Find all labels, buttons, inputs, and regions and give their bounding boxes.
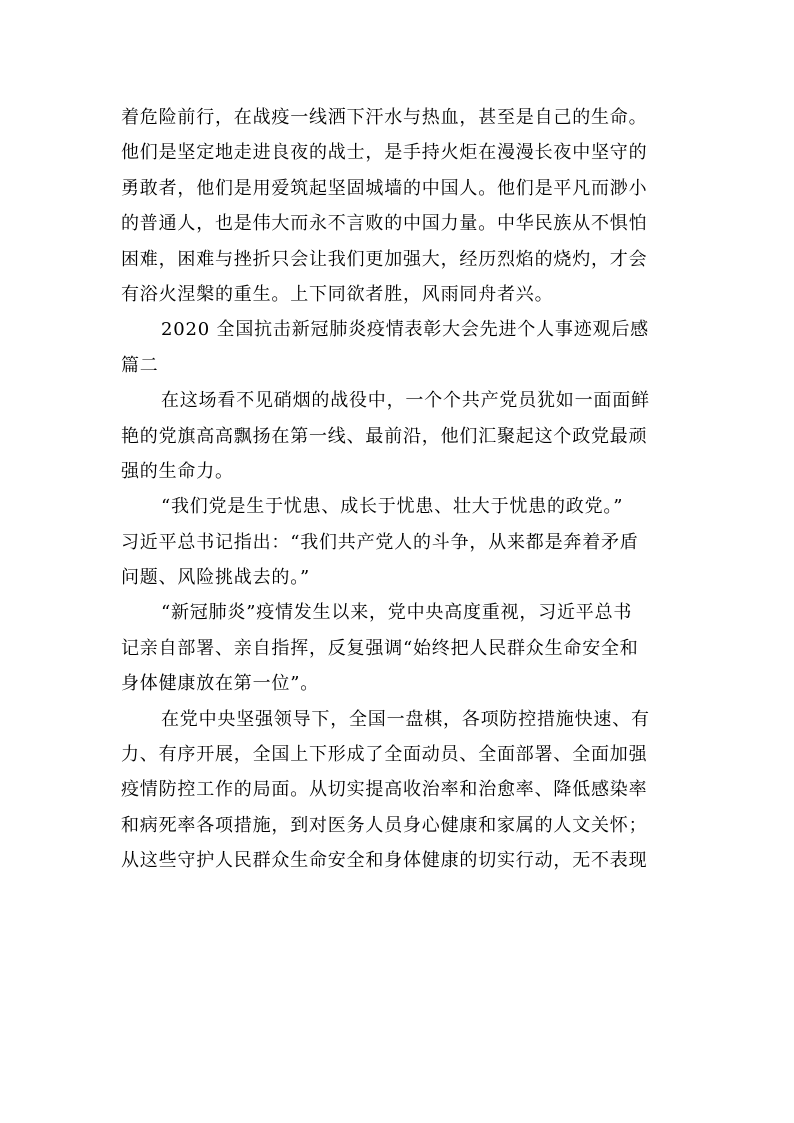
- section-heading-continued: 篇二: [121, 354, 159, 376]
- text-line: 身体健康放在第一位”。: [121, 673, 320, 695]
- text-line: 有浴火涅槃的重生。上下同欲者胜，风雨同舟者兴。: [121, 283, 554, 305]
- paragraph-start: “我们党是生于忧患、成长于忧患、壮大于忧患的政党。”: [161, 496, 624, 518]
- document-body: [121, 100, 681, 879]
- text-line: 勇敢者，他们是用爱筑起坚固城墙的中国人。他们是平凡而渺小: [121, 177, 648, 199]
- text-line: 和病死率各项措施，到对医务人员身心健康和家属的人文关怀；: [121, 814, 648, 836]
- text-line: 艳的党旗高高飘扬在第一线、最前沿，他们汇聚起这个政党最顽: [121, 425, 648, 447]
- text-line: 着危险前行，在战疫一线洒下汗水与热血，甚至是自己的生命。: [121, 107, 648, 128]
- text-line: 问题、风险挑战去的。”: [121, 567, 311, 589]
- text-line: 力、有序开展，全国上下形成了全面动员、全面部署、全面加强: [121, 744, 648, 766]
- text-line: 记亲自部署、亲自指挥，反复强调“始终把人民群众生命安全和: [121, 637, 639, 659]
- text-line: 他们是坚定地走进良夜的战士，是手持火炬在漫漫长夜中坚守的: [121, 142, 648, 164]
- text-line: 强的生命力。: [121, 460, 234, 482]
- paragraph-start: 在这场看不见硝烟的战役中，一个个共产党员犹如一面面鲜: [161, 390, 650, 412]
- text-line: 困难，困难与挫折只会让我们更加强大，经历烈焰的烧灼，才会: [121, 248, 648, 270]
- text-line: 的普通人，也是伟大而永不言败的中国力量。中华民族从不惧怕: [121, 213, 648, 235]
- paragraph-start: 在党中央坚强领导下，全国一盘棋，各项防控措施快速、有: [161, 708, 650, 730]
- text-line: 从这些守护人民群众生命安全和身体健康的切实行动，无不表现: [121, 850, 648, 872]
- text-line: 疫情防控工作的局面。从切实提高收治率和治愈率、降低感染率: [121, 779, 648, 801]
- text-line: 习近平总书记指出：“我们共产党人的斗争，从来都是奔着矛盾: [121, 531, 639, 553]
- paragraph-start: “新冠肺炎”疫情发生以来，党中央高度重视，习近平总书: [161, 602, 633, 624]
- section-heading: 2020 全国抗击新冠肺炎疫情表彰大会先进个人事迹观后感: [161, 319, 649, 341]
